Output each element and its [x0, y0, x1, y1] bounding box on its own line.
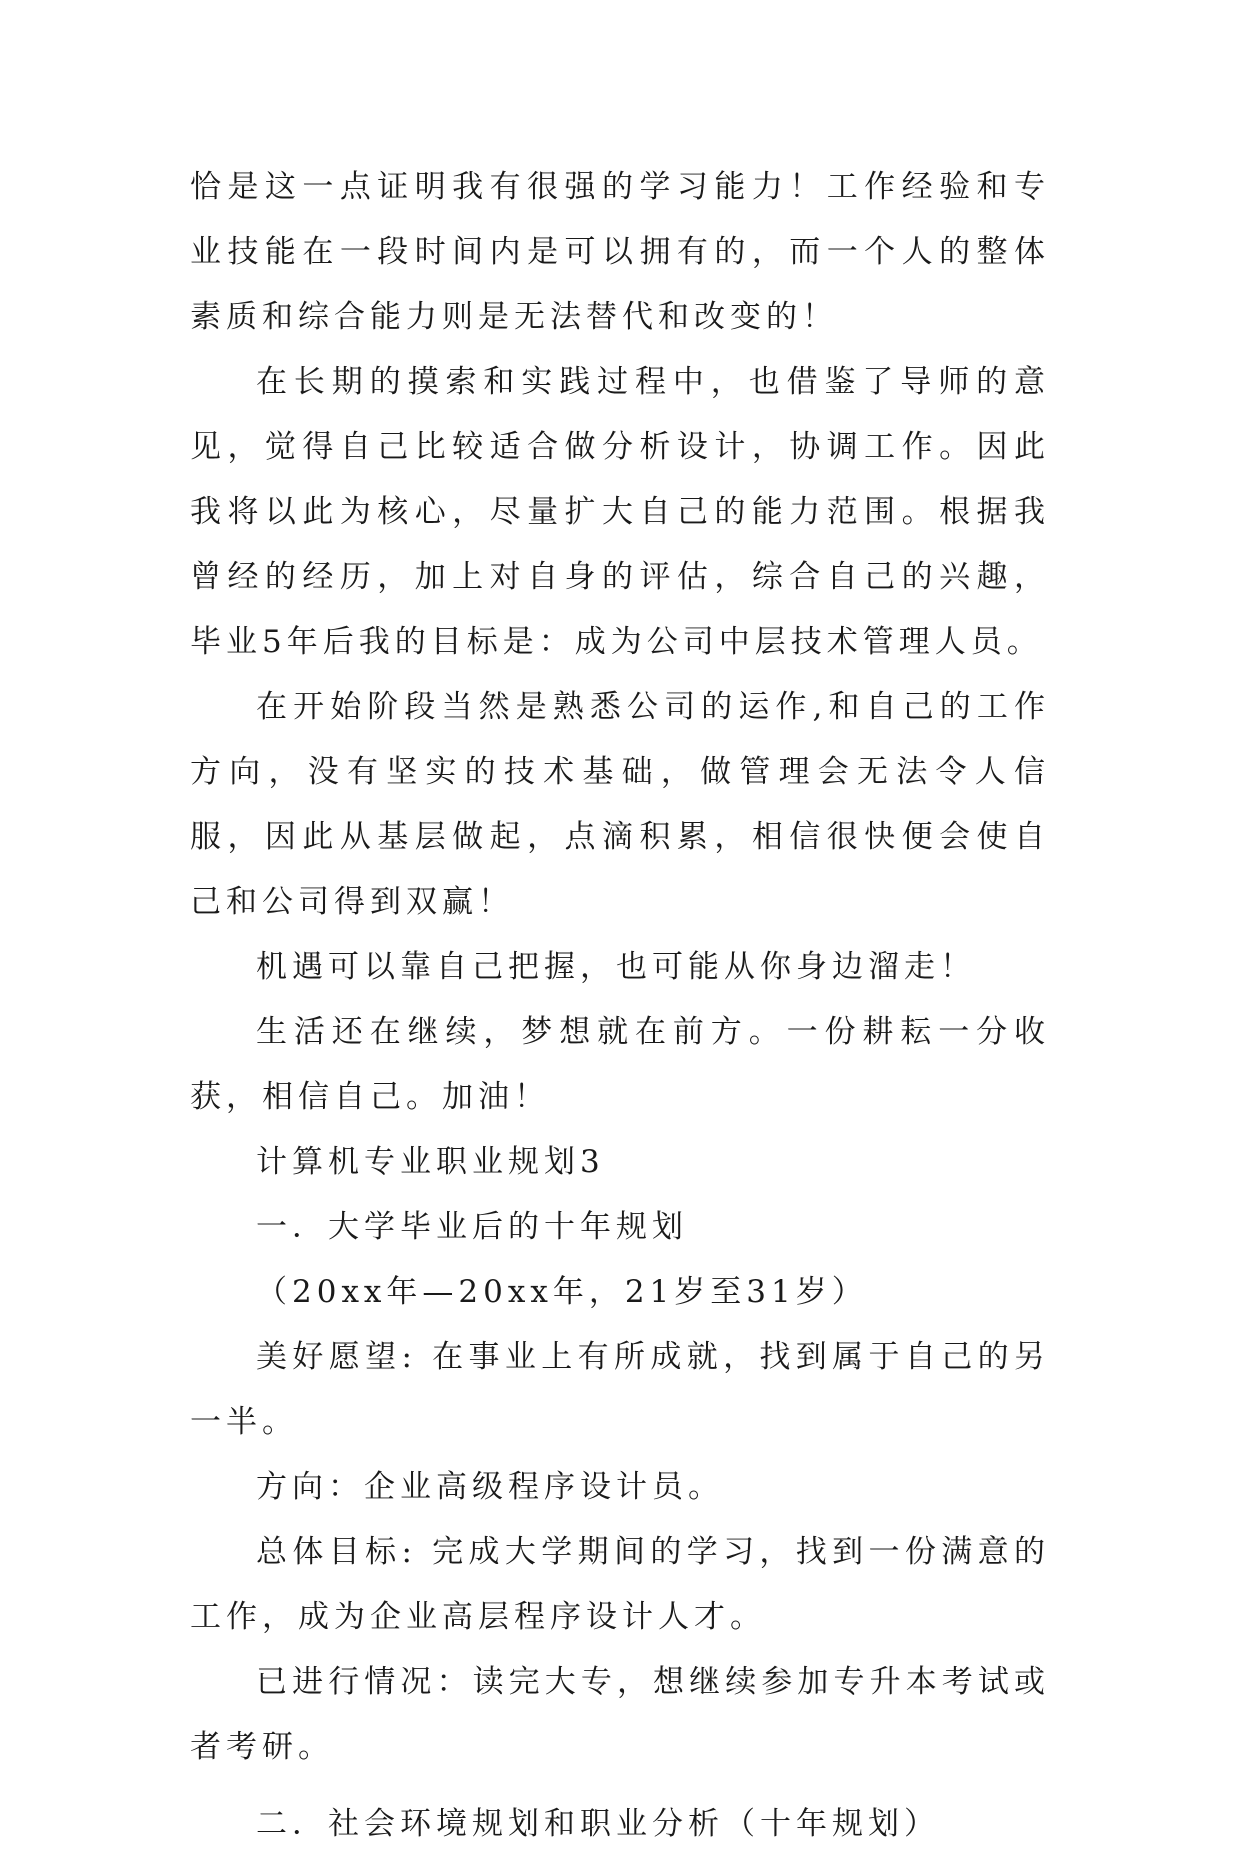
paragraph-year-range: （20xx年—20xx年，21岁至31岁）	[256, 1274, 868, 1310]
paragraph-career-goal: 在长期的摸索和实践过程中，也借鉴了导师的意见，觉得自己比较适合做分析设计，协调工作。因此我将以此为核心，尽量扩大自己的能力范围。根据我曾经的经历，加上对自身的评估，综合自己的兴趣，毕业5年后我的目标是：成为公司中层技术管理人员。	[190, 364, 1050, 660]
paragraph-wish: 美好愿望: 在事业上有所成就，找到属于自己的另一半。	[190, 1339, 1050, 1440]
section-heading-ten-year-plan: 一．大学毕业后的十年规划	[256, 1209, 688, 1245]
document-body	[190, 155, 1050, 1857]
paragraph-opportunity: 机遇可以靠自己把握，也可能从你身边溜走！	[256, 949, 976, 985]
paragraph-initial-stage: 在开始阶段当然是熟悉公司的运作,和自己的工作方向，没有坚实的技术基础，做管理会无法令人信服，因此从基层做起，点滴积累，相信很快便会使自己和公司得到双赢！	[190, 689, 1050, 920]
paragraph-progress: 已进行情况：读完大专，想继续参加专升本考试或者考研。	[190, 1664, 1050, 1765]
paragraph-learning-ability: 恰是这一点证明我有很强的学习能力！工作经验和专业技能在一段时间内是可以拥有的，而一个人的整体素质和综合能力则是无法替代和改变的！	[190, 169, 1050, 335]
section-title: 计算机专业职业规划3	[256, 1144, 605, 1180]
paragraph-encouragement: 生活还在继续，梦想就在前方。一份耕耘一分收获，相信自己。加油！	[190, 1014, 1050, 1115]
section-heading-social-environment: 二．社会环境规划和职业分析（十年规划）	[256, 1806, 940, 1842]
paragraph-direction: 方向：企业高级程序设计员。	[256, 1469, 724, 1505]
paragraph-overall-goal: 总体目标: 完成大学期间的学习，找到一份满意的工作，成为企业高层程序设计人才。	[190, 1534, 1050, 1635]
